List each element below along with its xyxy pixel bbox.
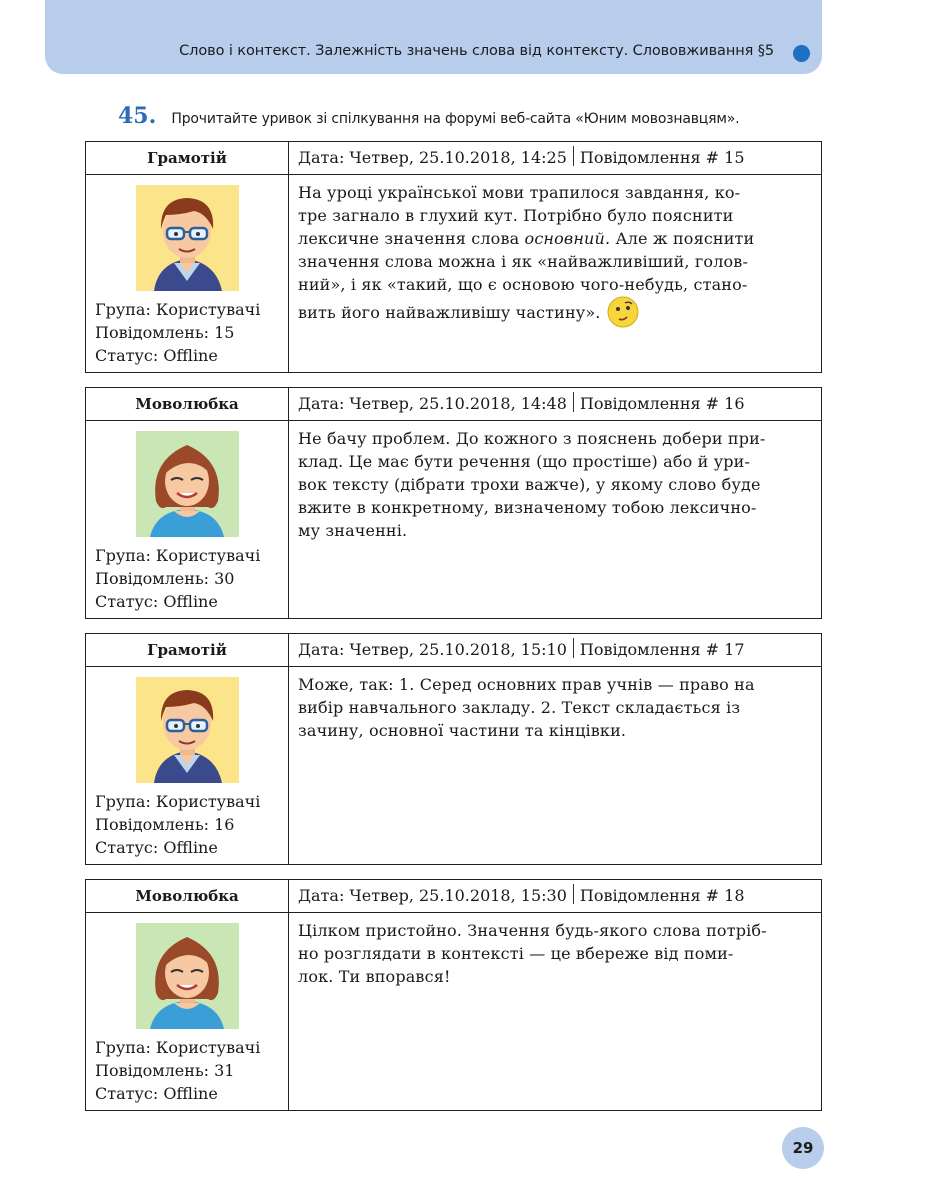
post-username: Моволюбка — [86, 880, 289, 912]
message-line: Цілком пристойно. Значення будь-якого слова потріб- — [298, 921, 767, 940]
user-stats — [95, 298, 260, 367]
post-date: Дата: Четвер, 25.10.2018, 14:25 — [298, 148, 567, 167]
exercise-instruction: Прочитайте уривок зі спілкування на форумі веб-сайта «Юним мовознавцям». — [171, 111, 740, 127]
post-username: Грамотій — [86, 634, 289, 666]
user-message-count: Повідомлень: 31 — [95, 1061, 235, 1080]
post-message — [289, 421, 821, 618]
post-date: Дата: Четвер, 25.10.2018, 15:10 — [298, 640, 567, 659]
user-group: Група: Користувачі — [95, 1038, 261, 1057]
chapter-title: Слово і контекст. Залежність значень слова від контексту. Слововживання §5 — [179, 43, 774, 59]
post-number: Повідомлення # 17 — [579, 640, 745, 659]
exercise-number: 45. — [118, 103, 157, 129]
user-status: Статус: Offline — [95, 592, 218, 611]
message-line: клад. Це має бути речення (що простіше) або й ури- — [298, 452, 751, 471]
message-line: лексичне значення слова основний. Але ж пояснити — [298, 229, 755, 248]
user-message-count: Повідомлень: 15 — [95, 323, 235, 342]
message-line: ний», і як «такий, що є основою чого-небудь, стано- — [298, 275, 748, 294]
user-stats — [95, 790, 260, 859]
message-line: значення слова можна і як «найважливіший, голов- — [298, 252, 749, 271]
user-group: Група: Користувачі — [95, 792, 261, 811]
post-number: Повідомлення # 16 — [579, 394, 745, 413]
girl-avatar-icon — [136, 431, 239, 537]
post-message — [289, 175, 821, 372]
user-status: Статус: Offline — [95, 1084, 218, 1103]
user-stats — [95, 1036, 260, 1105]
message-line: му значенні. — [298, 521, 408, 540]
post-meta — [289, 880, 821, 912]
user-info — [86, 913, 289, 1110]
message-line: Може, так: 1. Серед основних прав учнів — право на — [298, 675, 755, 694]
exercise-heading — [118, 103, 739, 129]
post-meta — [289, 634, 821, 666]
post-message — [289, 667, 821, 864]
chapter-header — [45, 0, 822, 74]
post-meta — [289, 388, 821, 420]
forum-post — [85, 879, 822, 1111]
meta-divider — [573, 392, 574, 412]
user-message-count: Повідомлень: 16 — [95, 815, 235, 834]
post-number: Повідомлення # 18 — [579, 886, 745, 905]
meta-divider — [573, 884, 574, 904]
message-line: вить його найважливішу частину». — [298, 296, 812, 328]
user-status: Статус: Offline — [95, 838, 218, 857]
message-line: зачину, основної частини та кінцівки. — [298, 721, 627, 740]
meta-divider — [573, 146, 574, 166]
user-stats — [95, 544, 260, 613]
boy-avatar-icon — [136, 677, 239, 783]
boy-avatar-icon — [136, 185, 239, 291]
page-number: 29 — [782, 1127, 824, 1169]
post-username: Моволюбка — [86, 388, 289, 420]
post-number: Повідомлення # 15 — [579, 148, 745, 167]
post-date: Дата: Четвер, 25.10.2018, 15:30 — [298, 886, 567, 905]
user-info — [86, 421, 289, 618]
post-username: Грамотій — [86, 142, 289, 174]
post-message — [289, 913, 821, 1110]
post-date: Дата: Четвер, 25.10.2018, 14:48 — [298, 394, 567, 413]
post-meta — [289, 142, 821, 174]
user-group: Група: Користувачі — [95, 300, 261, 319]
message-line: тре загнало в глухий кут. Потрібно було пояснити — [298, 206, 734, 225]
forum-post — [85, 633, 822, 865]
message-line: Не бачу проблем. До кожного з пояснень добери при- — [298, 429, 766, 448]
message-line: вок тексту (дібрати трохи важче), у якому слово буде — [298, 475, 761, 494]
italic-word: основний. — [524, 229, 611, 248]
message-line: но розглядати в контексті — це вбереже від поми- — [298, 944, 734, 963]
forum-post — [85, 387, 822, 619]
thinking-smiley-icon — [607, 296, 639, 328]
message-line: На уроці української мови трапилося завдання, ко- — [298, 183, 741, 202]
forum-post — [85, 141, 822, 373]
message-line: лок. Ти впорався! — [298, 967, 451, 986]
message-line: вжите в конкретному, визначеному тобою лексично- — [298, 498, 757, 517]
user-info — [86, 667, 289, 864]
user-info — [86, 175, 289, 372]
user-message-count: Повідомлень: 30 — [95, 569, 235, 588]
message-line: вибір навчального закладу. 2. Текст складається із — [298, 698, 741, 717]
chapter-dot-icon — [793, 45, 810, 62]
user-group: Група: Користувачі — [95, 546, 261, 565]
user-status: Статус: Offline — [95, 346, 218, 365]
meta-divider — [573, 638, 574, 658]
girl-avatar-icon — [136, 923, 239, 1029]
